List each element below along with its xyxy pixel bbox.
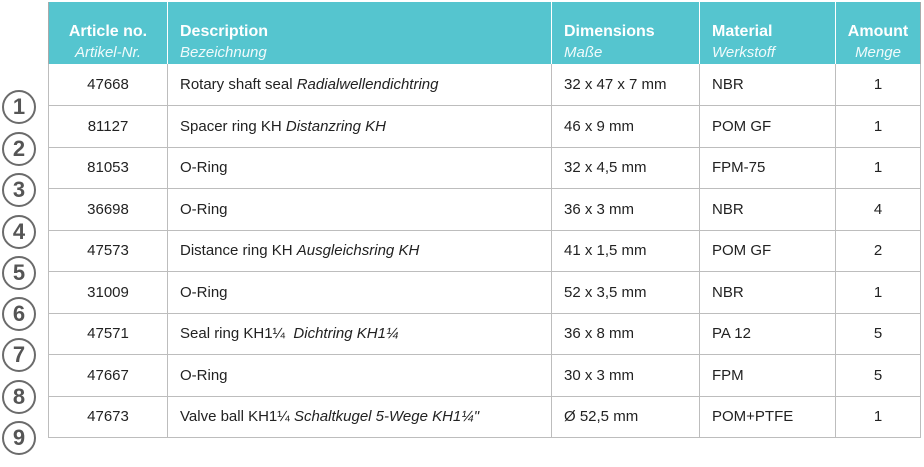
- material-cell: POM+PTFE: [700, 396, 836, 438]
- dimensions-cell: 36 x 3 mm: [552, 189, 700, 231]
- amount-cell: 1: [836, 396, 921, 438]
- amount-cell: 1: [836, 106, 921, 148]
- article-cell: 36698: [49, 189, 168, 231]
- table-row: [49, 147, 921, 189]
- dimensions-cell: Ø 52,5 mm: [552, 396, 700, 438]
- dimensions-cell: 41 x 1,5 mm: [552, 230, 700, 272]
- column-header-article: Article no. Artikel-Nr.: [49, 2, 168, 64]
- table-row: [49, 64, 921, 106]
- description-cell: Valve ball KH1¼ Schaltkugel 5-Wege KH1¼": [168, 396, 552, 438]
- article-cell: 81053: [49, 147, 168, 189]
- material-cell: FPM: [700, 355, 836, 397]
- position-badge: 6: [2, 297, 36, 331]
- description-cell: O-Ring: [168, 189, 552, 231]
- material-cell: FPM-75: [700, 147, 836, 189]
- article-cell: 47571: [49, 313, 168, 355]
- amount-cell: 1: [836, 272, 921, 314]
- amount-cell: 2: [836, 230, 921, 272]
- description-cell: O-Ring: [168, 355, 552, 397]
- dimensions-cell: 30 x 3 mm: [552, 355, 700, 397]
- dimensions-cell: 46 x 9 mm: [552, 106, 700, 148]
- material-cell: NBR: [700, 64, 836, 106]
- article-cell: 81127: [49, 106, 168, 148]
- position-badge: 5: [2, 256, 36, 290]
- table-row: [49, 313, 921, 355]
- material-cell: NBR: [700, 272, 836, 314]
- description-cell: Rotary shaft seal Radialwellendichtring: [168, 64, 552, 106]
- table-row: [49, 272, 921, 314]
- description-cell: O-Ring: [168, 147, 552, 189]
- amount-cell: 5: [836, 355, 921, 397]
- parts-list-table: [48, 2, 921, 438]
- dimensions-cell: 32 x 4,5 mm: [552, 147, 700, 189]
- article-cell: 47673: [49, 396, 168, 438]
- material-cell: PA 12: [700, 313, 836, 355]
- article-cell: 47573: [49, 230, 168, 272]
- material-cell: POM GF: [700, 230, 836, 272]
- dimensions-cell: 32 x 47 x 7 mm: [552, 64, 700, 106]
- table-row: [49, 355, 921, 397]
- position-badge: 9: [2, 421, 36, 455]
- dimensions-cell: 52 x 3,5 mm: [552, 272, 700, 314]
- position-badge: 7: [2, 338, 36, 372]
- amount-cell: 4: [836, 189, 921, 231]
- article-cell: 47668: [49, 64, 168, 106]
- description-cell: Seal ring KH1¼ Dichtring KH1¼: [168, 313, 552, 355]
- table-row: [49, 230, 921, 272]
- column-header-material: Material Werkstoff: [700, 2, 836, 64]
- amount-cell: 1: [836, 64, 921, 106]
- table-row: [49, 189, 921, 231]
- position-badge: 3: [2, 173, 36, 207]
- description-cell: Distance ring KH Ausgleichsring KH: [168, 230, 552, 272]
- position-badge: 8: [2, 380, 36, 414]
- column-header-description: Description Bezeichnung: [168, 2, 552, 64]
- article-cell: 31009: [49, 272, 168, 314]
- dimensions-cell: 36 x 8 mm: [552, 313, 700, 355]
- material-cell: NBR: [700, 189, 836, 231]
- position-badge: 1: [2, 90, 36, 124]
- column-header-amount: Amount Menge: [836, 2, 921, 64]
- amount-cell: 1: [836, 147, 921, 189]
- position-badge: 4: [2, 215, 36, 249]
- description-cell: O-Ring: [168, 272, 552, 314]
- table-row: [49, 106, 921, 148]
- column-header-dimensions: Dimensions Maße: [552, 2, 700, 64]
- amount-cell: 5: [836, 313, 921, 355]
- description-cell: Spacer ring KH Distanzring KH: [168, 106, 552, 148]
- material-cell: POM GF: [700, 106, 836, 148]
- position-badge: 2: [2, 132, 36, 166]
- article-cell: 47667: [49, 355, 168, 397]
- position-numbers: [0, 0, 48, 467]
- table-row: [49, 396, 921, 438]
- table-header-row: [49, 2, 921, 64]
